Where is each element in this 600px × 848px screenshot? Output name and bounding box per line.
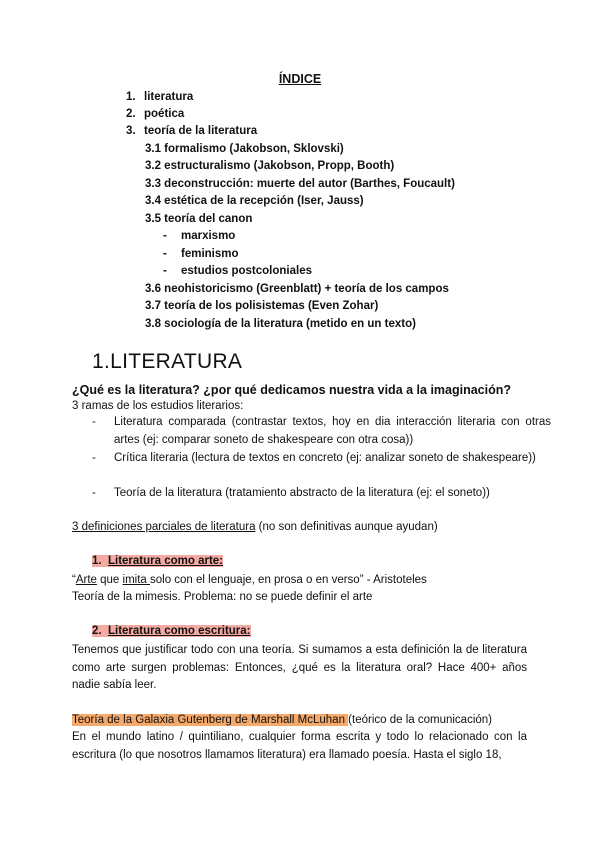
toc-canon-item: - feminismo xyxy=(163,248,239,260)
toc-subitem: 3.4 estética de la recepción (Iser, Jauss) xyxy=(145,195,364,207)
definitions-intro: 3 definiciones parciales de literatura (no son definitivas aunque ayudan) xyxy=(72,521,438,533)
definition-2-text: Tenemos que justificar todo con una teoría. Si sumamos a esta definición la de literatura como arte surgen problemas: Entonces, ¿qué es la literatura oral? Hace 400+ años nadie sabía leer. xyxy=(72,644,527,691)
definition-1-text: Teoría de la mimesis. Problema: no se puede definir el arte xyxy=(72,591,373,603)
toc-subitem: 3.5 teoría del canon xyxy=(145,213,253,225)
toc-subitem: 3.2 estructuralismo (Jakobson, Propp, Booth) xyxy=(145,160,395,172)
toc-subitem: 3.7 teoría de los polisistemas (Even Zohar) xyxy=(145,300,379,312)
galaxia-text: En el mundo latino / quintiliano, cualquier forma escrita y todo lo relacionado con la escritura (lo que nosotros llamamos literatura) era llamado poesía. Hasta el siglo 18, xyxy=(72,731,527,761)
ramas-intro: 3 ramas de los estudios literarios: xyxy=(72,400,244,412)
toc-item-2: 2. poética xyxy=(126,108,185,120)
document-page: ÍNDICE 1. literatura 2. poética 3. teoría de la literatura 3.1 formalismo (Jakobson, Sklovski) 3.2 estructuralismo (Jakobson, Propp, Booth) 3.3 deconstrucción: muerte del autor (Barthes, Foucault) 3.4 estética de la recepción (Iser, Jauss) 3.5 teoría del canon - marxismo - feminismo - estudios postcoloniales 3.6 neohistoricismo (Greenblatt) + teoría de los campos 3.7 teoría de los polisistemas (Even Zohar) 3.8 sociología de la literatura (metido en un texto) 1.LITERATURA ¿Qué es la literatura? ¿por qué dedicamos nuestra vida a la imaginación? 3 ramas de los estudios literarios: - Literatura comparada (contrastar textos, hoy en dia interacción literaria con otras artes (ej: comparar soneto de shakespeare con otra cosa)) - Crítica literaria (lectura de textos en concreto (ej: analizar soneto de shakespeare)) - Teoría de la literatura (tratamiento abstracto de la literatura (ej: el soneto)) 3 definiciones parciales de literatura (no son definitivas aunque ayudan) 1. Literatura como arte: “Arte que imita solo con el lenguaje, en prosa o en verso” - Aristoteles Teoría de la mimesis. Problema: no se puede definir el arte 2. Literatura como escritura: Tenemos que justificar todo con una teoría. Si sumamos a esta definición la de literatura como arte surgen problemas: Entonces, ¿qué es la literatura oral? Hace 400+ años nadie sabía leer. Teoría de la Galaxia Gutenberg de Marshall McLuhan (teórico de la comunicación) En el mundo latino / quintiliano, cualquier forma escrita y todo lo relacionado con la escritura (lo que nosotros llamamos literatura) era llamado poesía. Hasta el siglo 18, xyxy=(0,0,600,848)
section-question: ¿Qué es la literatura? ¿por qué dedicamos nuestra vida a la imaginación? xyxy=(72,383,512,397)
toc-subitem: 3.3 deconstrucción: muerte del autor (Barthes, Foucault) xyxy=(145,178,455,190)
index-title: ÍNDICE xyxy=(278,72,322,86)
toc-item-3: 3. teoría de la literatura xyxy=(126,125,258,137)
toc-subitem: 3.6 neohistoricismo (Greenblatt) + teoría de los campos xyxy=(145,283,449,295)
toc-canon-item: - marxismo xyxy=(163,230,236,242)
toc-subitem: 3.1 formalismo (Jakobson, Sklovski) xyxy=(145,143,344,155)
section-heading: 1.LITERATURA xyxy=(92,350,243,373)
definition-2-heading: 2. Literatura como escritura: xyxy=(92,625,251,637)
definition-1-heading: 1. Literatura como arte: xyxy=(92,555,224,567)
toc-item-1: 1. literatura xyxy=(126,91,194,103)
galaxia-heading: Teoría de la Galaxia Gutenberg de Marshall McLuhan (teórico de la comunicación) xyxy=(72,714,492,726)
definition-1-quote: “Arte que imita solo con el lenguaje, en prosa o en verso” - Aristoteles xyxy=(72,574,427,586)
toc-subitem: 3.8 sociología de la literatura (metido en un texto) xyxy=(145,318,416,330)
toc-canon-item: - estudios postcoloniales xyxy=(163,265,312,277)
